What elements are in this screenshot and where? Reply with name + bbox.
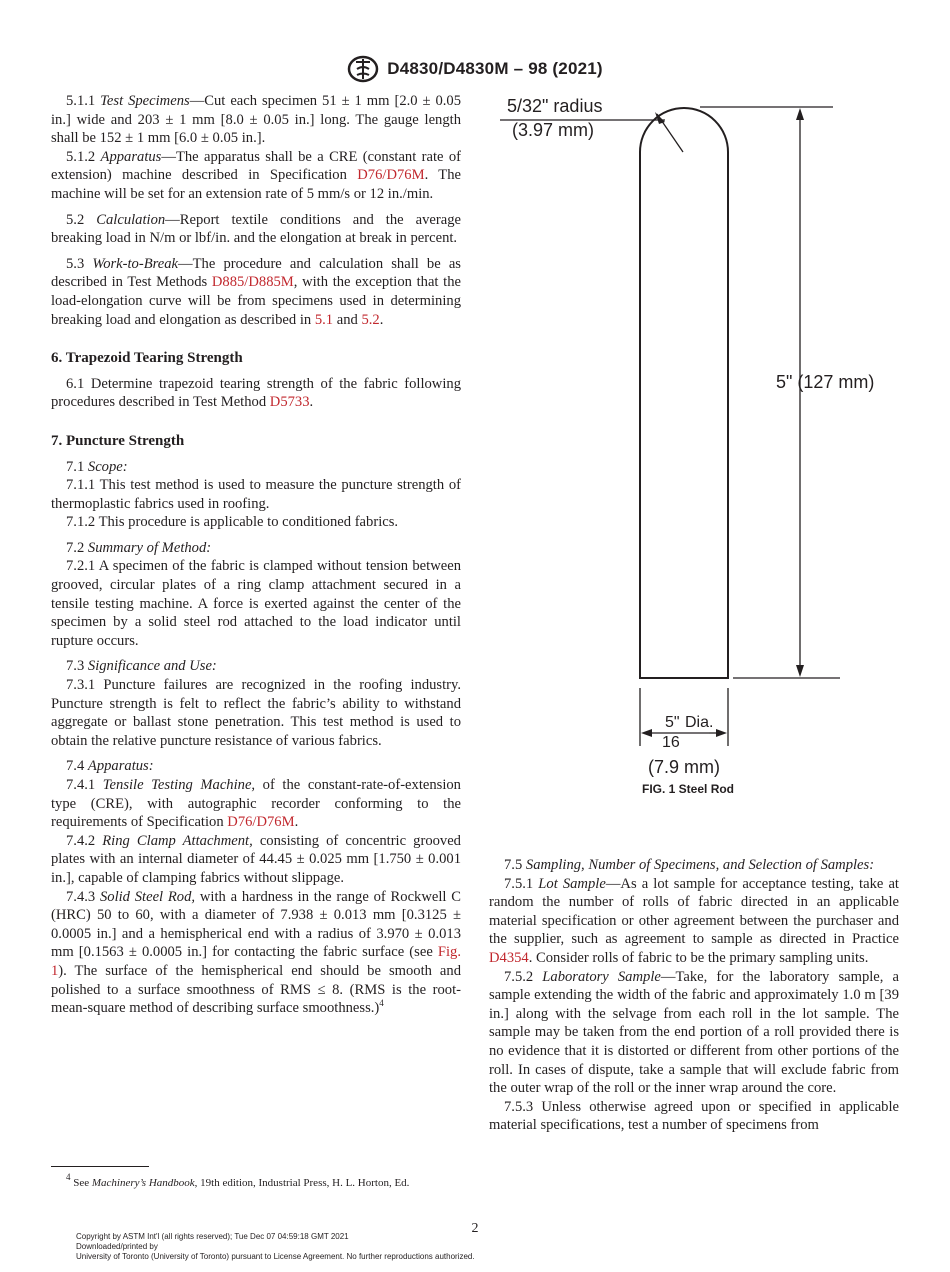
section-heading-6: 6. Trapezoid Tearing Strength [51,350,243,367]
link-section-5-2[interactable]: 5.2 [361,311,380,328]
paragraph-7-2-1: 7.2.1 A specimen of the fabric is clamped without tension between grooved, circular plates of a ring clamp attachment secured in a tensile testing machine. A force is exerted against the center of the specimen by a solid steel rod attached to the load indicator until rupture occurs. [51,558,461,649]
length-arrow-bottom [796,665,804,677]
length-arrow-top [796,108,804,120]
link-d885[interactable]: D885/D885M [211,274,294,291]
paragraph-7-4-1: 7.4.1 Tensile Testing Machine, of the constant-rate-of-extension type (CRE), with autographic recorder conforming to the requirements of Specification D76/D76M. [51,777,461,831]
paragraph-7-3-1: 7.3.1 Puncture failures are recognized in the roofing industry. Puncture strength is felt to reflect the fabric’s ability to withstand aggregate or ballast stone penetration. This test method is used to obtain the relative puncture resistance of various fabrics. [51,677,461,749]
link-d76-2[interactable]: D76/D76M [227,814,295,831]
paragraph-7-5-3: 7.5.3 Unless otherwise agreed upon or specified in applicable material specifications, test a number of specimens from [489,1098,899,1134]
figure-caption: FIG. 1 Steel Rod [642,782,735,796]
page-number: 2 [471,1221,479,1236]
figure-steel-rod [495,90,915,810]
footnote-divider [51,1166,149,1167]
copyright-line-2: Downloaded/printed by [76,1242,158,1251]
paragraph-7-2: 7.2 Summary of Method: [66,539,212,556]
paragraph-7-5: 7.5 Sampling, Number of Specimens, and Selection of Samples: [504,857,875,873]
paragraph-5-3: 5.3 Work-to-Break—The procedure and calculation shall be as described in Test Methods D885/D885M, with the exception that the load-elongation curve will be from specimens used in determining breaking load and elongation as described in 5.1 and 5.2. [51,255,461,328]
diameter-denominator: 16 [662,734,680,751]
paragraph-5-1-1: 5.1.1 Test Specimens—Cut each specimen 51 ± 1 mm [2.0 ± 0.05 in.] wide and 203 ± 1 mm [8.0 ± 0.05 in.] long. The gauge length shall be 152 ± 1 mm [6.0 ± 0.05 in.]. [51,93,462,147]
link-d76[interactable]: D76/D76M [357,167,425,184]
page-header [0,55,950,88]
paragraph-7-3: 7.3 Significance and Use: [66,658,217,675]
right-column [489,856,899,1135]
paragraph-5-1-2: 5.1.2 Apparatus—The apparatus shall be a CRE (constant rate of extension) machine described in Specification D76/D76M. The machine will be set for an extension rate of 5 mm/s or 12 in./min. [51,148,461,202]
diameter-numerator: 5" [665,714,680,731]
radius-label-line1: 5/32" radius [507,96,603,116]
paragraph-5-2: 5.2 Calculation—Report textile conditions and the average breaking load in N/m or lbf/in. and the elongation at break in percent. [51,211,461,247]
dia-arrow-right [716,729,727,737]
link-section-5-1[interactable]: 5.1 [314,311,334,328]
paragraph-7-4: 7.4 Apparatus: [66,758,154,775]
footnote-ref-4[interactable]: 4 [379,998,384,1009]
left-column [51,92,461,1018]
length-label: 5" (127 mm) [776,372,875,392]
astm-logo-icon [347,55,379,83]
copyright-line-1: Copyright by ASTM Int'l (all rights reserved); Tue Dec 07 04:59:18 GMT 2021 [76,1232,349,1241]
link-d5733[interactable]: D5733 [269,394,310,411]
radius-label-line2: (3.97 mm) [512,120,595,140]
paragraph-7-4-2: 7.4.2 Ring Clamp Attachment, consisting of concentric grooved plates with an internal diameter of 44.45 ± 0.025 mm [1.750 ± 0.001 in.], capable of clamping fabrics without slippage. [51,832,461,886]
section-heading-7: 7. Puncture Strength [51,432,185,449]
steel-rod-drawing [495,90,915,810]
paragraph-7-5-1: 7.5.1 Lot Sample—As a lot sample for acceptance testing, take at random the number of rolls of fabric directed in an applicable material specification or other agreement between the purchaser and the supplier, such as agreement to sample as directed in Practice D4354. Consider rolls of fabric to be the primary sampling units. [489,875,899,966]
copyright-line-3: University of Toronto (University of Toronto) pursuant to License Agreement. No further reproductions authorized. [76,1252,475,1261]
paragraph-6-1: 6.1 Determine trapezoid tearing strength of the fabric following procedures described in Test Method D5733. [51,375,461,411]
link-d4354[interactable]: D4354 [489,949,529,966]
dia-arrow-left [641,729,652,737]
paragraph-7-5-2: 7.5.2 Laboratory Sample—Take, for the laboratory sample, a sample extending the width of the fabric and approximately 1.0 m [39 in.] along with the selvage from each roll in the lot sample. The sample may be taken from the end portion of a roll provided there is no evidence that it is distorted or different from other portions of the roll. In cases of dispute, take a sample that will exclude fabric from the outer wrap of the roll or the inner wrap around the core. [489,968,900,1097]
link-fig-1[interactable]: Fig. 1 [51,944,461,979]
paragraph-7-1-1: 7.1.1 This test method is used to measure the puncture strength of thermoplastic fabrics used in roofing. [51,477,461,512]
document-designation: D4830/D4830M – 98 (2021) [387,59,603,78]
diameter-metric: (7.9 mm) [648,757,720,777]
rod-outline [640,108,728,678]
paragraph-7-1-2: 7.1.2 This procedure is applicable to conditioned fabrics. [66,514,399,531]
footnote-4: $^4$ See Machinery’s Handbook, 19th edition, Industrial Press, H. L. Horton, Ed. [66,1172,410,1189]
paragraph-7-4-3: 7.4.3 Solid Steel Rod, with a hardness in the range of Rockwell C (HRC) 50 to 60, with a diameter of 7.938 ± 0.013 mm [0.3125 ± 0.0005 in.] and a hemispherical end with a radius of 3.970 ± 0.013 mm [0.1563 ± 0.0005 in.] for contacting the fabric surface (see Fig. 1). The surface of the hemispherical end should be smooth and polished to a surface smoothness of RMS ≤ 8. (RMS is the root-mean-square method of describing surface smoothness.)$^4$ [51,888,461,1017]
diameter-suffix: Dia. [685,714,714,731]
copyright-notice [76,1232,876,1262]
paragraph-7-1: 7.1 Scope: [66,458,128,475]
